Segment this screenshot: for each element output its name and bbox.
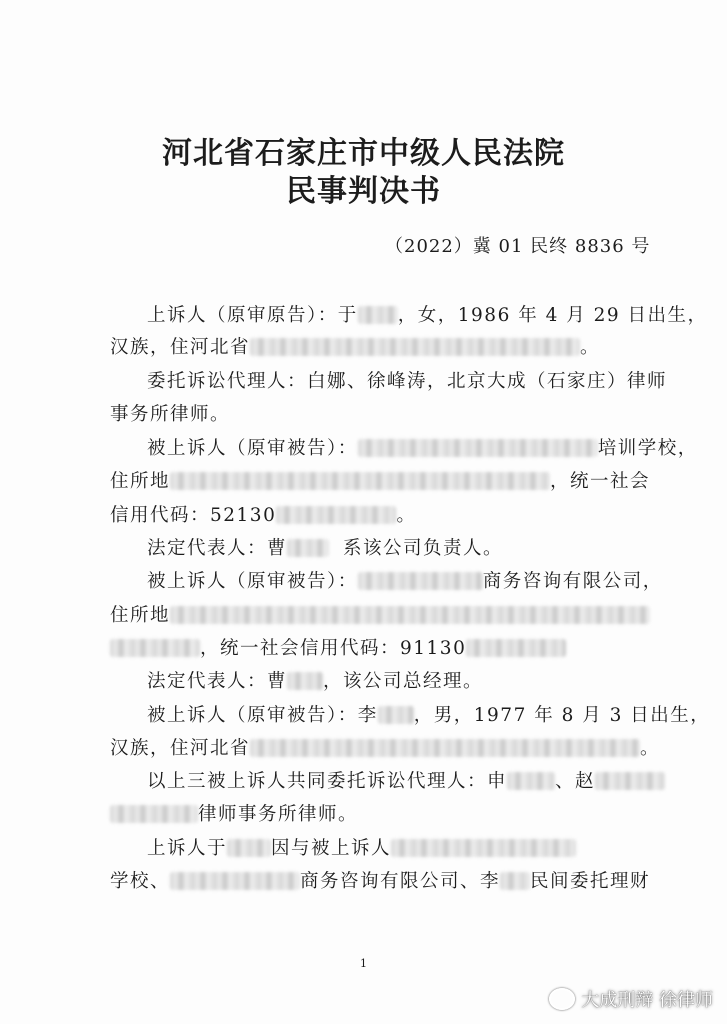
line-text: 律师事务所律师。 bbox=[198, 804, 359, 825]
body-line bbox=[147, 837, 576, 861]
line-text: 以上三被上诉人共同委托诉讼代理人：申 bbox=[147, 771, 508, 792]
line-text: ，男，1977 年 8 月 3 日出生， bbox=[413, 705, 711, 726]
body-line bbox=[147, 304, 708, 328]
line-text: 系该公司负责人。 bbox=[343, 538, 504, 559]
line-text: 。 bbox=[396, 505, 417, 526]
body-line bbox=[147, 670, 483, 694]
line-text: 被上诉人（原审被告）： bbox=[147, 571, 358, 592]
redacted-name bbox=[287, 539, 329, 557]
redacted-credit-code bbox=[466, 639, 566, 657]
line-text: 培训学校， bbox=[597, 438, 698, 459]
body-line bbox=[110, 737, 660, 761]
line-text: 、赵 bbox=[555, 771, 596, 792]
watermark-text: 大成刑辩 徐律师 bbox=[581, 990, 713, 1011]
redacted-address bbox=[110, 639, 200, 657]
line-text: 被上诉人（原审被告）： bbox=[147, 438, 358, 459]
body-line bbox=[147, 537, 503, 561]
line-text: 民间委托理财 bbox=[530, 871, 651, 892]
line-text: 汉族，住河北省 bbox=[110, 337, 251, 358]
body-line bbox=[110, 870, 650, 894]
line-text: 学校、 bbox=[110, 871, 171, 892]
line-text: ，统一社会信用代码：91130 bbox=[200, 638, 467, 659]
line-text: 。 bbox=[640, 738, 661, 759]
line-text: 上诉人（原审原告）：于 bbox=[147, 305, 358, 326]
redacted-address bbox=[170, 472, 550, 490]
line-text: 汉族，住河北省 bbox=[110, 738, 251, 759]
watermark bbox=[549, 986, 713, 1012]
court-name: 河北省石家庄市中级人民法院 bbox=[162, 136, 565, 171]
redacted-company-name bbox=[170, 872, 300, 890]
case-number: （2022）冀 01 民终 8836 号 bbox=[385, 236, 651, 257]
redacted-name bbox=[358, 306, 398, 324]
line-text: 住所地 bbox=[110, 471, 171, 492]
wechat-logo-icon bbox=[549, 988, 575, 1010]
line-text: 被上诉人（原审被告）：李 bbox=[147, 705, 378, 726]
redacted-address bbox=[170, 606, 650, 624]
body-line bbox=[147, 704, 710, 728]
redacted-company-name bbox=[358, 572, 483, 590]
page-number: 1 bbox=[360, 957, 367, 970]
redacted-name bbox=[227, 839, 271, 857]
redacted-address bbox=[250, 338, 580, 356]
line-text: 因与被上诉人 bbox=[271, 838, 392, 859]
line-text: 商务咨询有限公司， bbox=[482, 571, 663, 592]
body-line bbox=[110, 336, 600, 360]
line-text: 事务所律师。 bbox=[110, 404, 231, 425]
redacted-name bbox=[507, 772, 555, 790]
redacted-name bbox=[595, 772, 665, 790]
body-line bbox=[110, 637, 566, 661]
body-line bbox=[110, 604, 650, 628]
redacted-credit-code bbox=[276, 506, 396, 524]
redacted-name bbox=[500, 872, 530, 890]
redacted-school-name bbox=[358, 439, 598, 457]
line-text: 法定代表人：曹 bbox=[147, 671, 288, 692]
line-text: 。 bbox=[580, 337, 601, 358]
redacted-name bbox=[378, 706, 414, 724]
line-text: 信用代码：52130 bbox=[110, 505, 277, 526]
line-text: 上诉人于 bbox=[147, 838, 228, 859]
body-line bbox=[147, 770, 665, 794]
line-text: 商务咨询有限公司、李 bbox=[300, 871, 501, 892]
document-type: 民事判决书 bbox=[286, 174, 441, 209]
line-text: ，统一社会 bbox=[550, 471, 651, 492]
body-line bbox=[110, 803, 358, 827]
line-text: 法定代表人：曹 bbox=[147, 538, 288, 559]
redacted-school-name bbox=[391, 839, 576, 857]
line-text: ，女，1986 年 4 月 29 日出生， bbox=[397, 305, 708, 326]
body-line bbox=[110, 504, 416, 528]
body-line bbox=[147, 570, 663, 594]
line-text: 住所地 bbox=[110, 605, 171, 626]
line-text: 委托诉讼代理人：白娜、徐峰涛，北京大成（石家庄）律师 bbox=[147, 371, 668, 392]
body-line bbox=[147, 437, 698, 461]
redacted-address bbox=[250, 739, 640, 757]
line-text: ，该公司总经理。 bbox=[323, 671, 484, 692]
body-line bbox=[147, 370, 667, 394]
redacted-firm-name bbox=[110, 805, 198, 823]
body-line bbox=[110, 470, 650, 494]
redacted-name bbox=[287, 672, 323, 690]
body-line bbox=[110, 403, 230, 427]
